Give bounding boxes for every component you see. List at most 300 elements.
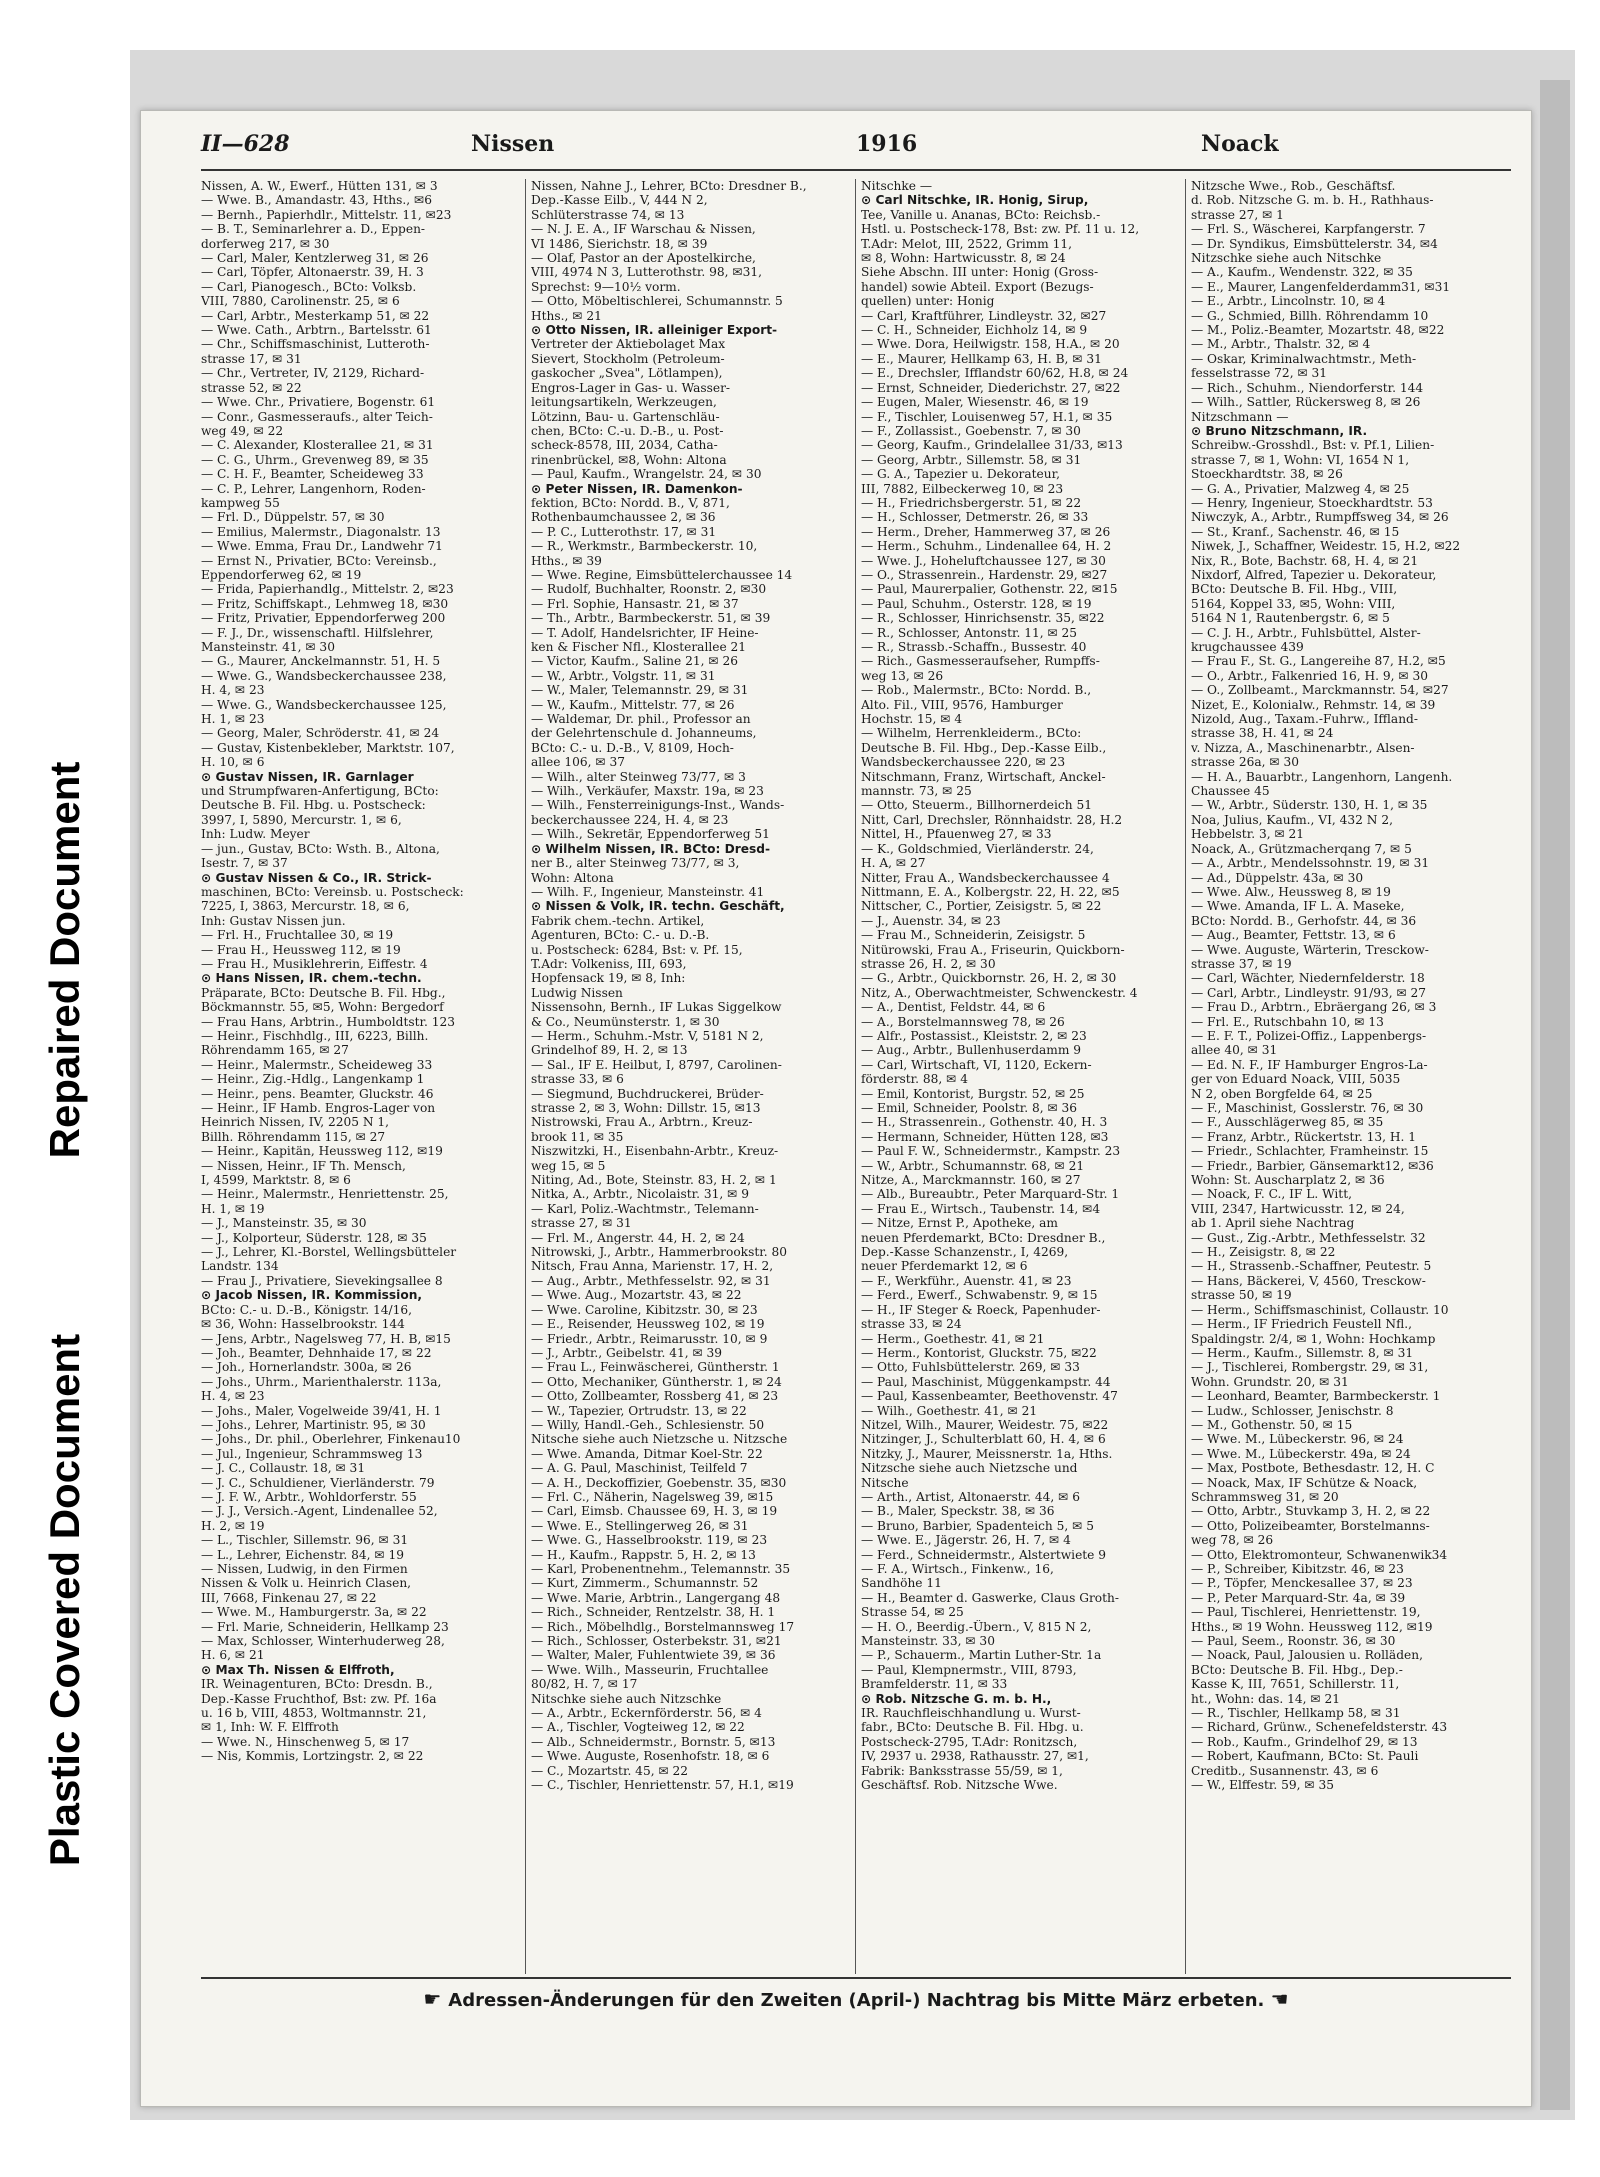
directory-entry: — Rich., Möbelhdlg., Borstelmannsweg 17: [531, 1619, 795, 1634]
directory-entry: — A., Arbtr., Eckernförderstr. 56, ✉ 4: [531, 1706, 762, 1721]
directory-entry: H. A, ✉ 27: [861, 856, 926, 871]
directory-entry: — Wwe. Marie, Arbtrin., Langergang 48: [531, 1590, 781, 1605]
directory-entry: — Wwe. E., Stellingerweg 26, ✉ 31: [531, 1518, 749, 1533]
directory-entry: — Alfr., Postassist., Kleiststr. 2, ✉ 23: [861, 1028, 1087, 1043]
directory-entry: — J., Auenstr. 34, ✉ 23: [861, 913, 1001, 928]
directory-entry: Nitzschke siehe auch Nitschke: [1191, 251, 1382, 266]
directory-entry: strasse 7, ✉ 1, Wohn: VI, 1654 N 1,: [1191, 452, 1410, 467]
directory-entry: — Herm., Schuhm., Lindenallee 64, H. 2: [861, 539, 1112, 554]
directory-entry: — Frl. Sophie, Hansastr. 21, ✉ 37: [531, 596, 739, 611]
directory-entry: Ludwig Nissen: [531, 985, 623, 1000]
directory-entry: — O., Arbtr., Falkenried 16, H. 9, ✉ 30: [1191, 668, 1428, 683]
directory-entry: — Otto, Polizeibeamter, Borstelmanns-: [1191, 1518, 1430, 1533]
column-3: [861, 179, 1179, 1974]
directory-entry: VIII, 2347, Hartwicusstr. 12, ✉ 24,: [1191, 1201, 1405, 1216]
directory-entry: Hebbelstr. 3, ✉ 21: [1191, 827, 1305, 842]
directory-entry: gaskocher „Svea", Lötlampen),: [531, 366, 723, 381]
directory-entry: — Waldemar, Dr. phil., Professor an: [531, 712, 751, 727]
directory-entry: — F., Ausschlägerweg 85, ✉ 35: [1191, 1115, 1384, 1130]
footer-rule: [201, 1977, 1511, 1979]
directory-entry: — H., Beamter d. Gaswerke, Claus Groth-: [861, 1590, 1119, 1605]
directory-entry: strasse 38, H. 41, ✉ 24: [1191, 726, 1334, 741]
directory-entry: — R., Strassb.-Schaffn., Bussestr. 40: [861, 640, 1087, 654]
directory-entry: — Max, Schlosser, Winterhuderweg 28,: [201, 1634, 445, 1649]
directory-entry: — W., Elffestr. 59, ✉ 35: [1191, 1778, 1334, 1793]
directory-entry: — Noack, Paul, Jalousien u. Rolläden,: [1191, 1648, 1423, 1663]
directory-entry: — H., Strassenrein., Gothenstr. 40, H. 3: [861, 1115, 1108, 1130]
directory-entry: — Otto, Arbtr., Stuvkamp 3, H. 2, ✉ 22: [1191, 1504, 1431, 1519]
directory-entry: Dep.-Kasse Eilb., V, 444 N 2,: [531, 193, 708, 208]
directory-entry: — Paul, Klempnermstr., VIII, 8793,: [861, 1662, 1077, 1677]
directory-entry: — Carl, Eimsb. Chaussee 69, H. 3, ✉ 19: [531, 1504, 778, 1519]
directory-entry: — Aug., Arbtr., Bullenhuserdamm 9: [861, 1043, 1082, 1058]
directory-entry: Lötzinn, Bau- u. Gartenschläu-: [531, 409, 720, 424]
directory-entry: — H., Zeisigstr. 8, ✉ 22: [1191, 1245, 1336, 1260]
directory-entry: ⊙ Peter Nissen, IR. Damenkon-: [531, 481, 743, 496]
directory-entry: scheck-8578, III, 2034, Catha-: [531, 438, 718, 453]
directory-entry: strasse 2, ✉ 3, Wohn: Dillstr. 15, ✉13: [531, 1101, 761, 1115]
directory-entry: — J. F. W., Arbtr., Wohldorferstr. 55: [201, 1489, 417, 1504]
directory-entry: — Dr. Syndikus, Eimsbüttelerstr. 34, ✉4: [1191, 236, 1438, 251]
directory-entry: — Wwe. Alw., Heussweg 8, ✉ 19: [1191, 884, 1391, 899]
directory-entry: Nitzsche Wwe., Rob., Geschäftsf.: [1191, 179, 1396, 193]
directory-entry: — Wwe. M., Lübeckerstr. 49a, ✉ 24: [1191, 1446, 1411, 1461]
directory-entry: Chaussee 45: [1191, 784, 1270, 799]
directory-entry: Nitsche siehe auch Nietzsche u. Nitzsche: [531, 1432, 788, 1447]
directory-entry: — Frau D., Arbtrn., Ebräergang 26, ✉ 3: [1191, 1000, 1437, 1015]
directory-entry: Nittmann, E. A., Kolbergstr. 22, H. 22, ✉5: [861, 884, 1120, 899]
directory-entry: — Carl, Maler, Kentzlerweg 31, ✉ 26: [201, 251, 429, 266]
directory-entry: Wohn. Grundstr. 20, ✉ 31: [1191, 1374, 1349, 1389]
directory-entry: — W., Arbtr., Volgstr. 11, ✉ 31: [531, 668, 716, 683]
directory-entry: fabr., BCto: Deutsche B. Fil. Hbg. u.: [861, 1720, 1084, 1735]
directory-entry: — Heinr., Malermstr., Henriettenstr. 25,: [201, 1187, 449, 1202]
directory-entry: — Herm., Kontorist, Gluckstr. 75, ✉22: [861, 1345, 1097, 1360]
directory-entry: — Carl, Pianogesch., BCto: Volksb.: [201, 279, 417, 294]
directory-entry: — Otto, Elektromonteur, Schwanenwik34: [1191, 1547, 1448, 1562]
directory-entry: — Wilh., alter Steinweg 73/77, ✉ 3: [531, 769, 746, 784]
directory-entry: Wohn: Altona: [531, 870, 614, 885]
directory-entry: — C. P., Lehrer, Langenhorn, Roden-: [201, 481, 426, 496]
directory-entry: dorferweg 217, ✉ 30: [201, 236, 330, 251]
directory-entry: — Wilh. F., Ingenieur, Mansteinstr. 41: [531, 884, 765, 899]
directory-entry: — J., Arbtr., Geibelstr. 41, ✉ 39: [531, 1345, 723, 1360]
directory-entry: — Johs., Maler, Vogelweide 39/41, H. 1: [201, 1403, 442, 1418]
directory-entry: — Paul, Kaufm., Wrangelstr. 24, ✉ 30: [531, 467, 762, 482]
directory-entry: — A. G. Paul, Maschinist, Teilfeld 7: [531, 1461, 748, 1476]
directory-entry: N 2, oben Borgfelde 64, ✉ 25: [1191, 1086, 1373, 1101]
directory-entry: Präparate, BCto: Deutsche B. Fil. Hbg.,: [201, 985, 446, 1000]
directory-entry: — F., Tischler, Louisenweg 57, H.1, ✉ 35: [861, 409, 1113, 424]
directory-entry: — Ed. N. F., IF Hamburger Engros-La-: [1191, 1057, 1428, 1072]
directory-entry: Nitschke —: [861, 179, 933, 193]
directory-entry: Nitz, A., Oberwachtmeister, Schwenckestr. 4: [861, 985, 1138, 1000]
directory-entry: — Heinr., pens. Beamter, Gluckstr. 46: [201, 1086, 434, 1101]
directory-entry: ✉ 1, Inh: W. F. Elffroth: [201, 1720, 339, 1735]
directory-entry: Nitrowski, J., Arbtr., Hammerbrookstr. 80: [531, 1245, 787, 1260]
directory-entry: — Carl, Kraftführer, Lindleystr. 32, ✉27: [861, 308, 1107, 323]
directory-entry: — G. A., Tapezier u. Dekorateur,: [861, 467, 1060, 482]
directory-entry: — Wwe. Cath., Arbtrn., Bartelsstr. 61: [201, 323, 432, 338]
page-header: [201, 131, 1511, 171]
directory-entry: brook 11, ✉ 35: [531, 1129, 624, 1144]
directory-entry: — O., Strassenrein., Hardenstr. 29, ✉27: [861, 567, 1108, 582]
directory-entry: — Wwe. B., Amandastr. 43, Hths., ✉6: [201, 193, 432, 208]
directory-entry: — Emil, Kontorist, Burgstr. 52, ✉ 25: [861, 1086, 1085, 1101]
directory-entry: — Wwe. Auguste, Wärterin, Tresckow-: [1191, 942, 1429, 957]
directory-entry: allee 40, ✉ 31: [1191, 1043, 1278, 1058]
directory-entry: — W., Kaufm., Mittelstr. 77, ✉ 26: [531, 697, 735, 712]
directory-entry: Nitsche: [861, 1475, 909, 1490]
directory-entry: H. 6, ✉ 21: [201, 1648, 265, 1663]
directory-entry: strasse 50, ✉ 19: [1191, 1288, 1292, 1303]
directory-entry: — Herm., IF Friedrich Feustell Nfl.,: [1191, 1317, 1412, 1332]
directory-entry: Siehe Abschn. III unter: Honig (Gross-: [861, 265, 1099, 280]
directory-entry: — Wwe. E., Jägerstr. 26, H. 7, ✉ 4: [861, 1533, 1071, 1548]
directory-entry: — Jens, Arbtr., Nagelsweg 77, H. B, ✉15: [201, 1331, 451, 1346]
directory-entry: — Paul, Maschinist, Müggenkampstr. 44: [861, 1374, 1111, 1389]
directory-entry: — Hans, Bäckerei, V, 4560, Tresckow-: [1191, 1273, 1426, 1288]
directory-entry: Nix, R., Bote, Bachstr. 68, H. 4, ✉ 21: [1191, 553, 1419, 568]
directory-entry: — Emilius, Malermstr., Diagonalstr. 13: [201, 524, 441, 539]
directory-entry: kampweg 55: [201, 495, 280, 510]
directory-entry: Geschäftsf. Rob. Nitzsche Wwe.: [861, 1778, 1058, 1793]
directory-entry: H. 1, ✉ 23: [201, 712, 265, 727]
directory-entry: — Friedr., Barbier, Gänsemarkt12, ✉36: [1191, 1158, 1434, 1173]
directory-entry: BCto: Nordd. B., Gerhofstr. 44, ✉ 36: [1191, 913, 1417, 928]
directory-entry: Nitka, A., Arbtr., Nicolaistr. 31, ✉ 9: [531, 1187, 749, 1202]
directory-entry: — G., Maurer, Anckelmannstr. 51, H. 5: [201, 654, 441, 669]
directory-entry: — Carl, Wächter, Niedernfelderstr. 18: [1191, 971, 1425, 986]
directory-entry: — Otto, Steuerm., Billhornerdeich 51: [861, 798, 1092, 813]
directory-entry: — G., Schmied, Billh. Röhrendamm 10: [1191, 308, 1429, 323]
directory-entry: — Ferd., Ewerf., Schwabenstr. 9, ✉ 15: [861, 1288, 1098, 1303]
directory-entry: — Otto, Zollbeamter, Rossberg 41, ✉ 23: [531, 1389, 779, 1404]
directory-entry: 5164 N 1, Rautenbergstr. 6, ✉ 5: [1191, 611, 1390, 626]
column-2: [531, 179, 849, 1974]
directory-entry: — L., Lehrer, Eichenstr. 84, ✉ 19: [201, 1547, 404, 1562]
directory-entry: — Gust., Zig.-Arbtr., Methfesselstr. 32: [1191, 1230, 1426, 1245]
directory-entry: — Karl, Poliz.-Wachtmstr., Telemann-: [531, 1201, 759, 1216]
directory-entry: — Rich., Gasmesseraufseher, Rumpffs-: [861, 654, 1100, 669]
directory-entry: — R., Werkmstr., Barmbeckerstr. 10,: [531, 539, 758, 554]
directory-entry: ger von Eduard Noack, VIII, 5035: [1191, 1072, 1401, 1087]
directory-entry: — Wwe. Regine, Eimsbüttelerchaussee 14: [531, 567, 793, 582]
directory-entry: Hths., ✉ 39: [531, 553, 602, 568]
repaired-document-label: Repaired Document: [41, 761, 88, 1159]
directory-entry: Deutsche B. Fil. Hbg., Dep.-Kasse Eilb.,: [861, 740, 1107, 755]
directory-entry: — A., Kaufm., Wendenstr. 322, ✉ 35: [1191, 265, 1413, 280]
directory-entry: ✉ 36, Wohn: Hasselbrookstr. 144: [201, 1317, 405, 1332]
directory-entry: T.Adr: Volkeniss, III, 693,: [531, 956, 687, 971]
directory-entry: Nixdorf, Alfred, Tapezier u. Dekorateur,: [1191, 567, 1437, 582]
directory-entry: — Alb., Bureaubtr., Peter Marquard-Str. 1: [861, 1187, 1120, 1202]
directory-entry: — Wilh., Fensterreinigungs-Inst., Wands-: [531, 798, 785, 813]
directory-entry: u. 16 b, VIII, 4853, Woltmannstr. 21,: [201, 1706, 427, 1721]
plastic-covered-document-label: Plastic Covered Document: [41, 1333, 88, 1867]
directory-entry: — Frau L., Feinwäscherei, Güntherstr. 1: [531, 1360, 780, 1375]
directory-entry: — Paul, Seem., Roonstr. 36, ✉ 30: [1191, 1634, 1396, 1649]
directory-entry: — Nissen, Heinr., IF Th. Mensch,: [201, 1158, 406, 1173]
directory-entry: — J., Mansteinstr. 35, ✉ 30: [201, 1216, 367, 1231]
directory-entry: — Oskar, Kriminalwachtmstr., Meth-: [1191, 351, 1417, 366]
directory-entry: — Nitze, Ernst P., Apotheke, am: [861, 1216, 1058, 1231]
directory-entry: — C. Alexander, Klosterallee 21, ✉ 31: [201, 438, 434, 453]
directory-entry: H. 4, ✉ 23: [201, 1389, 265, 1404]
directory-entry: — Carl, Wirtschaft, VI, 1120, Eckern-: [861, 1057, 1092, 1072]
directory-entry: Heinrich Nissen, IV, 2205 N 1,: [201, 1115, 390, 1130]
directory-entry: Röhrendamm 165, ✉ 27: [201, 1043, 349, 1058]
directory-entry: strasse 27, ✉ 31: [531, 1216, 632, 1231]
directory-entry: — Sal., IF E. Heilbut, I, 8797, Carolinen-: [531, 1057, 782, 1072]
directory-entry: — Wwe. J., Hoheluftchaussee 127, ✉ 30: [861, 553, 1106, 568]
directory-entry: Nissen, Nahne J., Lehrer, BCto: Dresdner B.,: [531, 179, 807, 193]
directory-entry: fesselstrasse 72, ✉ 31: [1191, 366, 1328, 381]
directory-entry: — Joh., Beamter, Dehnhaide 17, ✉ 22: [201, 1345, 432, 1360]
directory-entry: — Frau Hans, Arbtrin., Humboldtstr. 123: [201, 1014, 456, 1029]
directory-entry: — Georg, Arbtr., Sillemstr. 58, ✉ 31: [861, 452, 1082, 467]
directory-entry: neuer Pferdemarkt 12, ✉ 6: [861, 1259, 1028, 1274]
directory-entry: Dep.-Kasse Schanzenstr., I, 4269,: [861, 1245, 1069, 1260]
directory-entry: — Herm., Goethestr. 41, ✉ 21: [861, 1331, 1045, 1346]
directory-entry: — Victor, Kaufm., Saline 21, ✉ 26: [531, 654, 738, 669]
header-year: 1916: [856, 131, 918, 157]
directory-entry: — Johs., Dr. phil., Oberlehrer, Finkenau10: [201, 1432, 461, 1447]
directory-entry: — Emil, Schneider, Poolstr. 8, ✉ 36: [861, 1101, 1078, 1115]
directory-entry: strasse 26, H. 2, ✉ 30: [861, 956, 996, 971]
pointing-hand-icon: ☚: [1270, 1987, 1289, 2011]
directory-entry: Nissen, A. W., Ewerf., Hütten 131, ✉ 3: [201, 179, 438, 193]
directory-entry: — Alb., Schneidermstr., Bornstr. 5, ✉13: [531, 1734, 776, 1749]
directory-entry: — H., Kaufm., Rappstr. 5, H. 2, ✉ 13: [531, 1547, 756, 1562]
directory-entry: — L., Tischler, Sillemstr. 96, ✉ 31: [201, 1533, 409, 1548]
directory-entry: Niting, Ad., Bote, Steinstr. 83, H. 2, ✉ 1: [531, 1173, 777, 1188]
directory-entry: Hopfensack 19, ✉ 8, Inh:: [531, 971, 686, 986]
directory-entry: ⊙ Bruno Nitzschmann, IR.: [1191, 423, 1368, 438]
column-divider: [1185, 179, 1186, 1974]
directory-entry: — H., IF Steger & Roeck, Papenhuder-: [861, 1302, 1101, 1317]
column-divider: [525, 179, 526, 1974]
directory-entry: — E., Arbtr., Lincolnstr. 10, ✉ 4: [1191, 294, 1386, 309]
directory-entry: — Franz, Arbtr., Rückertstr. 13, H. 1: [1191, 1129, 1417, 1144]
directory-entry: — Wwe. Aug., Mozartstr. 43, ✉ 22: [531, 1288, 742, 1303]
directory-entry: — H., Schlosser, Detmerstr. 26, ✉ 33: [861, 510, 1089, 525]
directory-entry: Fabrik chem.-techn. Artikel,: [531, 913, 705, 928]
directory-entry: Inh: Ludw. Meyer: [201, 827, 310, 842]
directory-entry: — jun., Gustav, BCto: Wsth. B., Altona,: [201, 841, 440, 856]
directory-entry: Nissensohn, Bernh., IF Lukas Siggelkow: [531, 1000, 782, 1015]
directory-entry: — E., Maurer, Langenfelderdamm31, ✉31: [1191, 279, 1451, 294]
directory-entry: Nitzsche siehe auch Nietzsche und: [861, 1461, 1078, 1476]
directory-entry: — Frl. M., Angerstr. 44, H. 2, ✉ 24: [531, 1230, 745, 1245]
directory-entry: — H., Friedrichsbergerstr. 51, ✉ 22: [861, 495, 1082, 510]
directory-entry: krugchaussee 439: [1191, 640, 1304, 654]
directory-entry: Stoeckhardtstr. 38, ✉ 26: [1191, 467, 1343, 482]
directory-entry: — E., Drechsler, Ifflandstr 60/62, H.8, ✉ 24: [861, 366, 1129, 381]
directory-entry: Landstr. 134: [201, 1259, 279, 1274]
directory-entry: — Wilh., Goethestr. 41, ✉ 21: [861, 1403, 1038, 1418]
directory-entry: — Noack, F. C., IF L. Witt,: [1191, 1187, 1352, 1202]
directory-entry: weg 49, ✉ 22: [201, 423, 284, 438]
directory-entry: — Hermann, Schneider, Hütten 128, ✉3: [861, 1129, 1109, 1144]
directory-entry: — Ferd., Schneidermstr., Alstertwiete 9: [861, 1547, 1107, 1562]
directory-entry: — C. H. F., Beamter, Scheideweg 33: [201, 467, 424, 482]
directory-entry: — P. C., Lutterothstr. 17, ✉ 31: [531, 524, 717, 539]
directory-entry: Nizold, Aug., Taxam.-Fuhrw., Iffland-: [1191, 712, 1418, 727]
directory-entry: — G. A., Privatier, Malzweg 4, ✉ 25: [1191, 481, 1410, 496]
directory-entry: — Max, Postbote, Bethesdastr. 12, H. C: [1191, 1461, 1435, 1476]
directory-entry: Strasse 54, ✉ 25: [861, 1605, 964, 1620]
directory-entry: — Wwe. Dora, Heilwigstr. 158, H.A., ✉ 20: [861, 337, 1120, 352]
header-left-name: Nissen: [471, 131, 555, 157]
directory-entry: — Georg, Maler, Schröderstr. 41, ✉ 24: [201, 726, 440, 741]
directory-entry: — E., Reisender, Heussweg 102, ✉ 19: [531, 1317, 765, 1332]
directory-entry: — Richard, Grünw., Schenefeldsterstr. 43: [1191, 1720, 1448, 1735]
directory-entry: Böckmannstr. 55, ✉5, Wohn: Bergedorf: [201, 1000, 444, 1015]
directory-entry: Wandsbeckerchaussee 220, ✉ 23: [861, 755, 1066, 770]
directory-entry: v. Nizza, A., Maschinenarbtr., Alsen-: [1191, 740, 1415, 755]
directory-entry: — J., Tischlerei, Rombergstr. 29, ✉ 31,: [1191, 1360, 1429, 1375]
directory-entry: Eppendorferweg 62, ✉ 19: [201, 567, 362, 582]
directory-entry: ⊙ Nissen & Volk, IR. techn. Geschäft,: [531, 899, 785, 914]
directory-entry: H. 1, ✉ 19: [201, 1201, 265, 1216]
directory-entry: & Co., Neumünsterstr. 1, ✉ 30: [531, 1014, 720, 1029]
directory-entry: III, 7882, Eilbeckerweg 10, ✉ 23: [861, 481, 1064, 496]
directory-entry: — Bernh., Papierhdlr., Mittelstr. 11, ✉23: [201, 207, 452, 222]
directory-entry: — Carl, Arbtr., Lindleystr. 91/93, ✉ 27: [1191, 985, 1427, 1000]
directory-entry: 3997, I, 5890, Mercurstr. 1, ✉ 6,: [201, 812, 402, 827]
directory-entry: IV, 2937 u. 2938, Rathausstr. 27, ✉1,: [861, 1749, 1089, 1764]
pointing-hand-icon: ☛: [423, 1987, 449, 2011]
directory-entry: Agenturen, BCto: C.- u. D.-B.: [531, 928, 710, 943]
directory-entry: Hochstr. 15, ✉ 4: [861, 712, 963, 727]
directory-entry: — Frl. D., Düppelstr. 57, ✉ 30: [201, 510, 385, 525]
directory-entry: — F., Maschinist, Gosslerstr. 76, ✉ 30: [1191, 1101, 1424, 1115]
directory-entry: Dep.-Kasse Fruchthof, Bst: zw. Pf. 16a: [201, 1691, 437, 1706]
directory-entry: — C. J. H., Arbtr., Fuhlsbüttel, Alster-: [1191, 625, 1421, 640]
directory-entry: — Rob., Kaufm., Grindelhof 29, ✉ 13: [1191, 1734, 1418, 1749]
directory-entry: — W., Tapezier, Ortrudstr. 13, ✉ 22: [531, 1403, 747, 1418]
directory-entry: allee 106, ✉ 37: [531, 755, 625, 770]
directory-entry: rinenbrückel, ✉8, Wohn: Altona: [531, 452, 727, 467]
directory-entry: Nitzky, J., Maurer, Meissnerstr. 1a, Hths.: [861, 1446, 1113, 1461]
directory-entry: — Rich., Schuhm., Niendorferstr. 144: [1191, 380, 1424, 395]
directory-entry: ⊙ Otto Nissen, IR. alleiniger Export-: [531, 323, 778, 338]
directory-entry: — Wwe. N., Hinschenweg 5, ✉ 17: [201, 1734, 410, 1749]
directory-entry: chen, BCto: C.-u. D.-B., u. Post-: [531, 423, 724, 438]
directory-entry: Niwek, J., Schaffner, Weidestr. 15, H.2, ✉22: [1191, 539, 1461, 554]
directory-entry: Nittscher, C., Portier, Zeisigstr. 5, ✉ 22: [861, 899, 1102, 914]
directory-entry: weg 15, ✉ 5: [531, 1158, 606, 1173]
directory-entry: neuen Pferdemarkt, BCto: Dresdner B.,: [861, 1230, 1106, 1245]
directory-entry: VIII, 4974 N 3, Lutterothstr. 98, ✉31,: [531, 265, 763, 280]
directory-entry: Niwczyk, A., Arbtr., Rumpffsweg 34, ✉ 26: [1191, 510, 1449, 525]
directory-entry: — W., Maler, Telemannstr. 29, ✉ 31: [531, 683, 749, 698]
directory-entry: — E. F. T., Polizei-Offiz., Lappenbergs-: [1191, 1028, 1427, 1043]
directory-entry: — Ad., Düppelstr. 43a, ✉ 30: [1191, 870, 1364, 885]
directory-entry: — Aug., Arbtr., Methfesselstr. 92, ✉ 31: [531, 1273, 771, 1288]
directory-entry: — Frau E., Wirtsch., Taubenstr. 14, ✉4: [861, 1201, 1101, 1216]
directory-entry: Wohn: St. Auscharplatz 2, ✉ 36: [1191, 1173, 1385, 1188]
directory-entry: maschinen, BCto: Vereinsb. u. Postscheck:: [201, 884, 464, 899]
directory-entry: — Frau M., Schneiderin, Zeisigstr. 5: [861, 928, 1086, 943]
directory-entry: — Arth., Artist, Altonaerstr. 44, ✉ 6: [861, 1489, 1080, 1504]
directory-entry: leitungsartikeln, Werkzeugen,: [531, 395, 717, 410]
directory-entry: strasse 27, ✉ 1: [1191, 207, 1284, 222]
column-divider: [855, 179, 856, 1974]
directory-entry: — Heinr., Malermstr., Scheideweg 33: [201, 1057, 433, 1072]
directory-entry: — Wilhelm, Herrenkleiderm., BCto:: [861, 726, 1082, 741]
directory-entry: H. 2, ✉ 19: [201, 1518, 265, 1533]
directory-entry: — Heinr., Kapitän, Heussweg 112, ✉19: [201, 1144, 443, 1159]
directory-entry: — Robert, Kaufmann, BCto: St. Pauli: [1191, 1749, 1419, 1764]
directory-entry: — Wwe. M., Hamburgerstr. 3a, ✉ 22: [201, 1605, 427, 1620]
directory-entry: Nizet, E., Kolonialw., Rehmstr. 14, ✉ 39: [1191, 697, 1436, 712]
directory-entry: — Frau H., Heussweg 112, ✉ 19: [201, 942, 401, 957]
directory-entry: — Frl. Marie, Schneiderin, Hellkamp 23: [201, 1619, 449, 1634]
page-number: II—628: [201, 131, 290, 157]
directory-entry: — J. C., Schuldiener, Vierländerstr. 79: [201, 1475, 435, 1490]
directory-entry: und Strumpfwaren-Anfertigung, BCto:: [201, 784, 439, 799]
directory-entry: — Wwe. Wilh., Masseurin, Fruchtallee: [531, 1662, 769, 1677]
header-right-name: Noack: [1201, 131, 1279, 157]
directory-entry: strasse 37, ✉ 19: [1191, 956, 1292, 971]
directory-entry: — Fritz, Schiffskapt., Lehmweg 18, ✉30: [201, 596, 449, 611]
directory-entry: — A., Dentist, Feldstr. 44, ✉ 6: [861, 1000, 1046, 1015]
directory-entry: Nitter, Frau A., Wandsbeckerchaussee 4: [861, 870, 1110, 885]
header-rule: [201, 169, 1511, 171]
directory-entry: — E., Maurer, Hellkamp 63, H. B, ✉ 31: [861, 351, 1102, 366]
directory-entry: — F., Werkführ., Auenstr. 41, ✉ 23: [861, 1273, 1072, 1288]
directory-entry: ⊙ Gustav Nissen & Co., IR. Strick-: [201, 870, 432, 885]
footer-text: Adressen-Änderungen für den Zweiten (April-) Nachtrag bis Mitte März erbeten.: [448, 1990, 1265, 2011]
directory-entry: — P., Peter Marquard-Str. 4a, ✉ 39: [1191, 1590, 1406, 1605]
directory-entry: Schrammsweg 31, ✉ 20: [1191, 1489, 1339, 1504]
directory-entry: — Herm., Dreher, Hammerweg 37, ✉ 26: [861, 524, 1111, 539]
directory-entry: Mansteinstr. 33, ✉ 30: [861, 1634, 995, 1649]
directory-entry: — P., Töpfer, Menckesallee 37, ✉ 23: [1191, 1576, 1413, 1591]
directory-entry: — J., Lehrer, Kl.-Borstel, Wellingsbütteler: [201, 1245, 457, 1260]
directory-entry: quellen) unter: Honig: [861, 294, 995, 309]
directory-entry: ab 1. April siehe Nachtrag: [1191, 1216, 1355, 1231]
directory-entry: ✉ 8, Wohn: Hartwicusstr. 8, ✉ 24: [861, 251, 1066, 266]
directory-entry: — Eugen, Maler, Wiesenstr. 46, ✉ 19: [861, 395, 1089, 410]
directory-entry: beckerchaussee 224, H. 4, ✉ 23: [531, 812, 729, 827]
directory-entry: VI 1486, Sierichstr. 18, ✉ 39: [531, 236, 708, 251]
directory-entry: — Th., Arbtr., Barmbeckerstr. 51, ✉ 39: [531, 611, 771, 626]
directory-entry: — R., Schlosser, Hinrichsenstr. 35, ✉22: [861, 611, 1105, 626]
directory-entry: — Georg, Kaufm., Grindelallee 31/33, ✉13: [861, 438, 1123, 453]
directory-entry: — A., Tischler, Vogteiweg 12, ✉ 22: [531, 1720, 745, 1735]
directory-entry: — Wwe. M., Lübeckerstr. 96, ✉ 24: [1191, 1432, 1404, 1447]
directory-entry: — Paul, Tischlerei, Henriettenstr. 19,: [1191, 1605, 1421, 1620]
directory-entry: Nitzschmann —: [1191, 409, 1289, 424]
directory-entry: förderstr. 88, ✉ 4: [861, 1072, 968, 1087]
directory-entry: Alto. Fil., VIII, 9576, Hamburger: [861, 697, 1063, 712]
directory-entry: — P., Schauerm., Martin Luther-Str. 1a: [861, 1648, 1102, 1663]
directory-entry: — Frl. S., Wäscherei, Karpfangerstr. 7: [1191, 222, 1426, 237]
directory-entry: Grindelhof 89, H. 2, ✉ 13: [531, 1043, 688, 1058]
directory-entry: — K., Goldschmied, Vierländerstr. 24,: [861, 841, 1094, 856]
directory-entry: — O., Zollbeamt., Marckmannstr. 54, ✉27: [1191, 683, 1449, 698]
footer-notice: [201, 1987, 1511, 2017]
directory-entry: — Wwe. Chr., Privatiere, Bogenstr. 61: [201, 395, 436, 410]
directory-entry: Postscheck-2795, T.Adr: Ronitzsch,: [861, 1734, 1078, 1749]
directory-entry: — Paul, Schuhm., Osterstr. 128, ✉ 19: [861, 596, 1092, 611]
directory-entry: — W., Arbtr., Schumannstr. 68, ✉ 21: [861, 1158, 1085, 1173]
directory-entry: — Heinr., IF Hamb. Engros-Lager von: [201, 1101, 436, 1115]
directory-entry: Niszwitzki, H., Eisenbahn-Arbtr., Kreuz-: [531, 1144, 779, 1159]
